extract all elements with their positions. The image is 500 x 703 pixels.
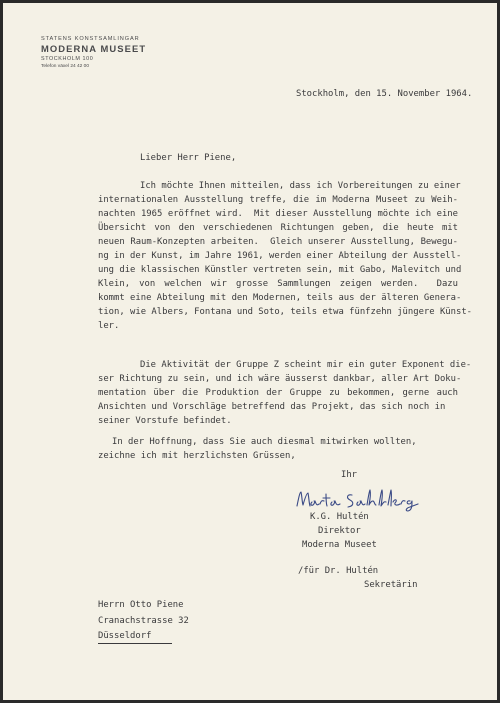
paragraph2-line: Die Aktivität der Gruppe Z scheint mir ein guter Exponent die-: [140, 360, 472, 370]
letterhead-city: STOCKHOLM 100: [41, 56, 94, 62]
salutation: Lieber Herr Piene,: [140, 153, 237, 163]
paragraph1-line: Übersicht von den verschiedenen Richtungen geben, die heute mit: [98, 223, 458, 233]
on-behalf-note: /für Dr. Hultén: [298, 566, 379, 576]
signatory-institution: Moderna Museet: [302, 540, 377, 550]
paragraph1-line: internationalen Ausstellung treffe, die im Moderna Museet zu Weih-: [98, 195, 458, 205]
recipient-name: Herrn Otto Piene: [98, 600, 184, 610]
recipient-city: Düsseldorf: [98, 631, 152, 641]
secretary-role: Sekretärin: [364, 580, 418, 590]
paragraph1-line: neuen Raum-Konzepten arbeiten. Gleich unserer Ausstellung, Bewegu-: [98, 237, 458, 247]
paragraph1-line: tion, wie Albers, Fontana und Soto, teils etwa fünfzehn jüngere Künst-: [98, 307, 473, 317]
paragraph1-line: Klein, von welchen wir grosse Sammlungen zeigen werden. Dazu: [98, 279, 458, 289]
paragraph1-line: ung die klassischen Künstler vertreten sein, mit Gabo, Malevitch und: [98, 265, 462, 275]
letter-date: Stockholm, den 15. November 1964.: [296, 89, 473, 99]
letterhead-phone: Telefon växel 24 42 00: [41, 64, 90, 69]
paragraph2-line: ser Richtung zu sein, und ich wäre äusserst dankbar, aller Art Doku-: [98, 374, 462, 384]
letterhead-line1: STATENS KONSTSAMLINGAR: [41, 36, 140, 42]
paragraph3-line: zeichne ich mit herzlichsten Grüssen,: [98, 451, 296, 461]
closing: Ihr: [341, 470, 358, 480]
paragraph1-line: ler.: [98, 321, 120, 331]
paragraph1-line: nachten 1965 eröffnet wird. Mit dieser Ausstellung möchte ich eine: [98, 209, 458, 219]
recipient-street: Cranachstrasse 32: [98, 616, 189, 626]
paragraph2-line: Ansichten und Vorschläge betreffend das Projekt, das sich noch in: [98, 402, 446, 412]
letterhead: [41, 36, 146, 71]
paragraph1-line: Ich möchte Ihnen mitteilen, dass ich Vorbereitungen zu einer: [140, 181, 461, 191]
paragraph3-line: In der Hoffnung, dass Sie auch diesmal mitwirken wollten,: [112, 437, 417, 447]
city-underline: [98, 643, 172, 644]
paragraph1-line: ng in der Kunst, im Jahre 1961, werden einer Abteilung der Ausstell-: [98, 251, 462, 261]
handwritten-signature: [294, 486, 426, 512]
paragraph1-line: kommt eine Abteilung mit den Modernen, teils aus der älteren Genera-: [98, 293, 462, 303]
signatory-name: K.G. Hultén: [310, 512, 369, 522]
letterhead-museum-name: MODERNA MUSEET: [41, 43, 147, 54]
signatory-title: Direktor: [318, 526, 361, 536]
paragraph2-line: mentation über die Produktion der Gruppe zu bekommen, gerne auch: [98, 388, 458, 398]
paragraph2-line: seiner Vorstufe befindet.: [98, 416, 232, 426]
